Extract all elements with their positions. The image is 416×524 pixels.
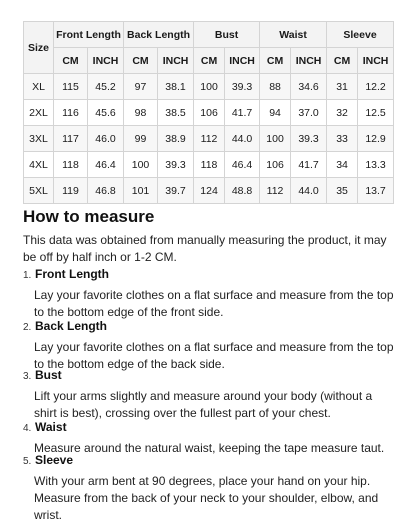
table-cell: 116 <box>54 100 88 126</box>
table-cell: 46.0 <box>88 126 124 152</box>
table-cell: 115 <box>54 74 88 100</box>
table-cell: 112 <box>194 126 225 152</box>
measurement-step-sleeve <box>23 453 398 522</box>
step-number: 3. <box>23 371 32 382</box>
table-cell: 46.8 <box>88 178 124 204</box>
table-cell: 12.9 <box>358 126 394 152</box>
step-title: Waist <box>35 420 67 434</box>
column-group-back-length: Back Length <box>124 22 194 48</box>
measurement-disclaimer: This data was obtained from manually measuring the product, it may be off by half inch or 1-2 CM. <box>23 233 387 264</box>
size-chart-table <box>23 21 394 204</box>
table-cell: 46.4 <box>225 152 260 178</box>
unit-header-cm: CM <box>260 48 291 74</box>
table-cell: 44.0 <box>291 178 327 204</box>
size-column-header: Size <box>24 22 54 74</box>
measurement-steps-list <box>23 267 398 522</box>
column-group-bust: Bust <box>194 22 260 48</box>
table-cell: 98 <box>124 100 158 126</box>
measurement-step-waist <box>23 420 398 453</box>
table-unit-header-row <box>24 48 394 74</box>
table-cell: 124 <box>194 178 225 204</box>
table-cell: 100 <box>124 152 158 178</box>
table-cell: 39.7 <box>158 178 194 204</box>
table-cell: 46.4 <box>88 152 124 178</box>
table-cell: 119 <box>54 178 88 204</box>
table-cell: 48.8 <box>225 178 260 204</box>
table-cell: 99 <box>124 126 158 152</box>
table-cell: 101 <box>124 178 158 204</box>
unit-header-inch: INCH <box>291 48 327 74</box>
unit-header-inch: INCH <box>358 48 394 74</box>
measurement-step-back-length <box>23 319 398 371</box>
unit-header-inch: INCH <box>225 48 260 74</box>
table-cell: 97 <box>124 74 158 100</box>
size-cell: 3XL <box>24 126 54 152</box>
table-cell: 12.5 <box>358 100 394 126</box>
step-number: 1. <box>23 270 32 281</box>
table-cell: 34 <box>327 152 358 178</box>
table-cell: 44.0 <box>225 126 260 152</box>
unit-header-cm: CM <box>124 48 158 74</box>
table-cell: 39.3 <box>225 74 260 100</box>
step-title: Bust <box>35 368 62 382</box>
table-cell: 31 <box>327 74 358 100</box>
table-cell: 94 <box>260 100 291 126</box>
unit-header-inch: INCH <box>88 48 124 74</box>
step-description: Lay your favorite clothes on a flat surface and measure from the top to the bottom edge of the front side. <box>34 288 394 319</box>
table-group-header-row <box>24 22 394 48</box>
table-cell: 118 <box>54 152 88 178</box>
table-cell: 117 <box>54 126 88 152</box>
table-cell: 41.7 <box>291 152 327 178</box>
step-title: Sleeve <box>35 453 74 467</box>
table-cell: 106 <box>194 100 225 126</box>
table-cell: 45.6 <box>88 100 124 126</box>
table-cell: 38.1 <box>158 74 194 100</box>
table-cell: 38.5 <box>158 100 194 126</box>
column-group-waist: Waist <box>260 22 327 48</box>
unit-header-cm: CM <box>194 48 225 74</box>
table-cell: 88 <box>260 74 291 100</box>
step-description: Measure around the natural waist, keeping the tape measure taut. <box>34 441 385 455</box>
how-to-measure-heading: How to measure <box>23 207 155 226</box>
table-cell: 32 <box>327 100 358 126</box>
unit-header-inch: INCH <box>158 48 194 74</box>
table-cell: 106 <box>260 152 291 178</box>
step-description: With your arm bent at 90 degrees, place your hand on your hip. Measure from the back of your neck to your shoulder, elbow, and wrist. <box>34 474 379 522</box>
table-row <box>24 100 394 126</box>
size-cell: 2XL <box>24 100 54 126</box>
step-number: 4. <box>23 423 32 434</box>
table-cell: 13.7 <box>358 178 394 204</box>
table-cell: 35 <box>327 178 358 204</box>
size-cell: XL <box>24 74 54 100</box>
table-cell: 33 <box>327 126 358 152</box>
table-row <box>24 74 394 100</box>
measurement-step-bust <box>23 368 398 420</box>
table-cell: 45.2 <box>88 74 124 100</box>
step-title: Front Length <box>35 267 109 281</box>
table-cell: 100 <box>260 126 291 152</box>
table-cell: 112 <box>260 178 291 204</box>
unit-header-cm: CM <box>327 48 358 74</box>
step-description: Lay your favorite clothes on a flat surface and measure from the top to the bottom edge of the back side. <box>34 340 394 371</box>
table-row <box>24 126 394 152</box>
column-group-front-length: Front Length <box>54 22 124 48</box>
column-group-sleeve: Sleeve <box>327 22 394 48</box>
table-row <box>24 152 394 178</box>
step-number: 5. <box>23 456 32 467</box>
table-cell: 41.7 <box>225 100 260 126</box>
size-cell: 5XL <box>24 178 54 204</box>
table-cell: 13.3 <box>358 152 394 178</box>
step-number: 2. <box>23 322 32 333</box>
unit-header-cm: CM <box>54 48 88 74</box>
table-cell: 100 <box>194 74 225 100</box>
step-title: Back Length <box>35 319 108 333</box>
table-cell: 38.9 <box>158 126 194 152</box>
table-cell: 39.3 <box>291 126 327 152</box>
table-cell: 39.3 <box>158 152 194 178</box>
measurement-step-front-length <box>23 267 398 319</box>
table-cell: 34.6 <box>291 74 327 100</box>
size-cell: 4XL <box>24 152 54 178</box>
table-cell: 118 <box>194 152 225 178</box>
table-cell: 37.0 <box>291 100 327 126</box>
table-cell: 12.2 <box>358 74 394 100</box>
table-row <box>24 178 394 204</box>
step-description: Lift your arms slightly and measure around your body (without a shirt is best), crossing over the fullest part of your chest. <box>34 389 373 420</box>
